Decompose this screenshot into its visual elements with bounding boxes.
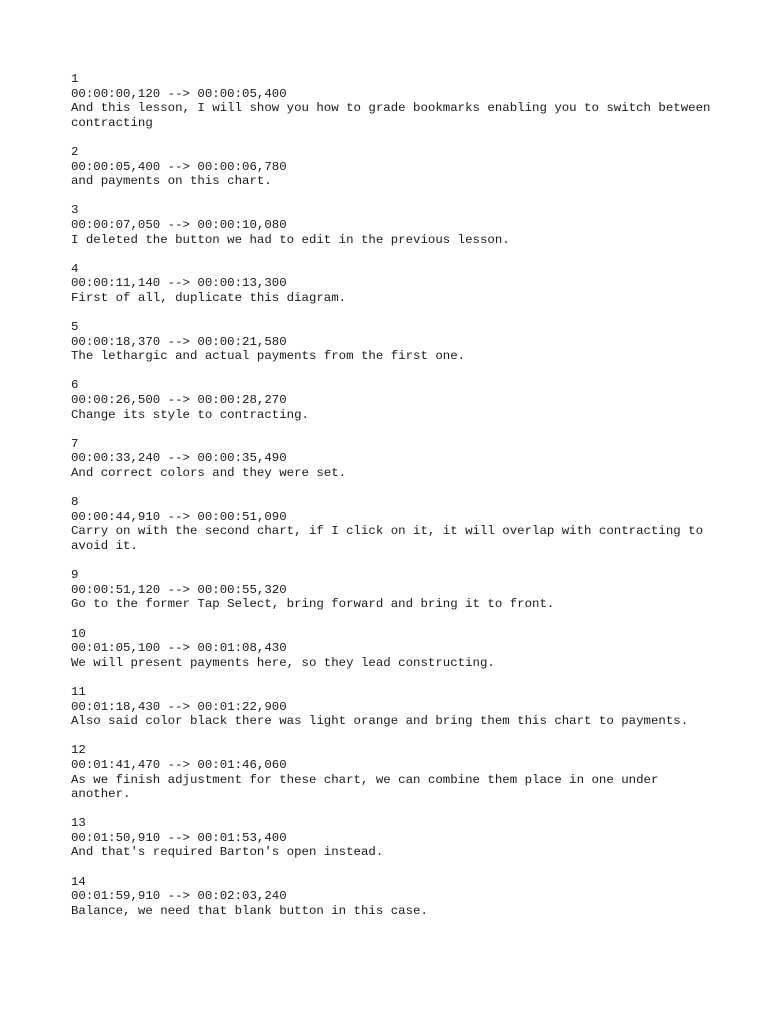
subtitle-entry [71, 743, 711, 801]
subtitle-timing: 00:01:59,910 --> 00:02:03,240 [71, 889, 287, 904]
subtitle-entry [71, 145, 711, 189]
subtitle-index: 2 [71, 144, 79, 159]
subtitle-timing: 00:01:18,430 --> 00:01:22,900 [71, 699, 287, 714]
subtitle-list [71, 72, 718, 918]
subtitle-text: And correct colors and they were set. [71, 466, 347, 481]
subtitle-text: And that's required Barton's open instead. [71, 845, 384, 860]
subtitle-timing: 00:00:07,050 --> 00:00:10,080 [71, 217, 287, 232]
subtitle-entry [71, 262, 711, 306]
subtitle-index: 1 [71, 72, 79, 86]
subtitle-text: and payments on this chart. [71, 174, 272, 189]
subtitle-text: And this lesson, I will show you how to grade bookmarks enabling you to switch between contracting [71, 101, 718, 130]
subtitle-index: 7 [71, 436, 79, 451]
subtitle-entry [71, 72, 718, 130]
subtitle-timing: 00:00:18,370 --> 00:00:21,580 [71, 334, 287, 349]
subtitle-entry [71, 437, 711, 481]
subtitle-timing: 00:00:11,140 --> 00:00:13,300 [71, 276, 287, 291]
subtitle-text: Also said color black there was light orange and bring them this chart to payments. [71, 714, 689, 729]
subtitle-entry [71, 875, 711, 919]
subtitle-text: Balance, we need that blank button in this case. [71, 903, 428, 918]
subtitle-index: 8 [71, 495, 79, 510]
subtitle-timing: 00:01:50,910 --> 00:01:53,400 [71, 830, 287, 845]
subtitle-index: 12 [71, 743, 86, 758]
subtitle-text: First of all, duplicate this diagram. [71, 290, 347, 305]
subtitle-timing: 00:00:44,910 --> 00:00:51,090 [71, 509, 287, 524]
subtitle-timing: 00:01:41,470 --> 00:01:46,060 [71, 757, 287, 772]
subtitle-index: 5 [71, 320, 79, 335]
subtitle-index: 9 [71, 568, 79, 583]
subtitle-document [71, 72, 718, 933]
subtitle-timing: 00:00:05,400 --> 00:00:06,780 [71, 159, 287, 174]
subtitle-entry [71, 320, 711, 364]
subtitle-timing: 00:00:00,120 --> 00:00:05,400 [71, 86, 287, 101]
subtitle-entry [71, 378, 711, 422]
subtitle-text: We will present payments here, so they lead constructing. [71, 655, 495, 670]
subtitle-timing: 00:00:51,120 --> 00:00:55,320 [71, 582, 287, 597]
subtitle-entry [71, 495, 711, 553]
subtitle-text: Go to the former Tap Select, bring forward and bring it to front. [71, 597, 555, 612]
subtitle-index: 4 [71, 261, 79, 276]
subtitle-index: 13 [71, 816, 86, 831]
subtitle-entry [71, 685, 711, 729]
subtitle-timing: 00:01:05,100 --> 00:01:08,430 [71, 641, 287, 656]
subtitle-timing: 00:00:33,240 --> 00:00:35,490 [71, 451, 287, 466]
subtitle-entry [71, 203, 711, 247]
subtitle-text: Change its style to contracting. [71, 407, 309, 422]
subtitle-index: 3 [71, 203, 79, 218]
subtitle-text: I deleted the button we had to edit in the previous lesson. [71, 232, 510, 247]
subtitle-index: 6 [71, 378, 79, 393]
subtitle-text: As we finish adjustment for these chart, we can combine them place in one under another. [71, 772, 666, 802]
subtitle-entry [71, 627, 711, 671]
subtitle-timing: 00:00:26,500 --> 00:00:28,270 [71, 393, 287, 408]
subtitle-entry [71, 568, 711, 612]
subtitle-entry [71, 816, 711, 860]
subtitle-index: 10 [71, 626, 86, 641]
subtitle-text: Carry on with the second chart, if I click on it, it will overlap with contracting to avoid it. [71, 524, 711, 553]
subtitle-index: 14 [71, 874, 86, 889]
subtitle-index: 11 [71, 684, 86, 699]
subtitle-text: The lethargic and actual payments from the first one. [71, 349, 466, 364]
